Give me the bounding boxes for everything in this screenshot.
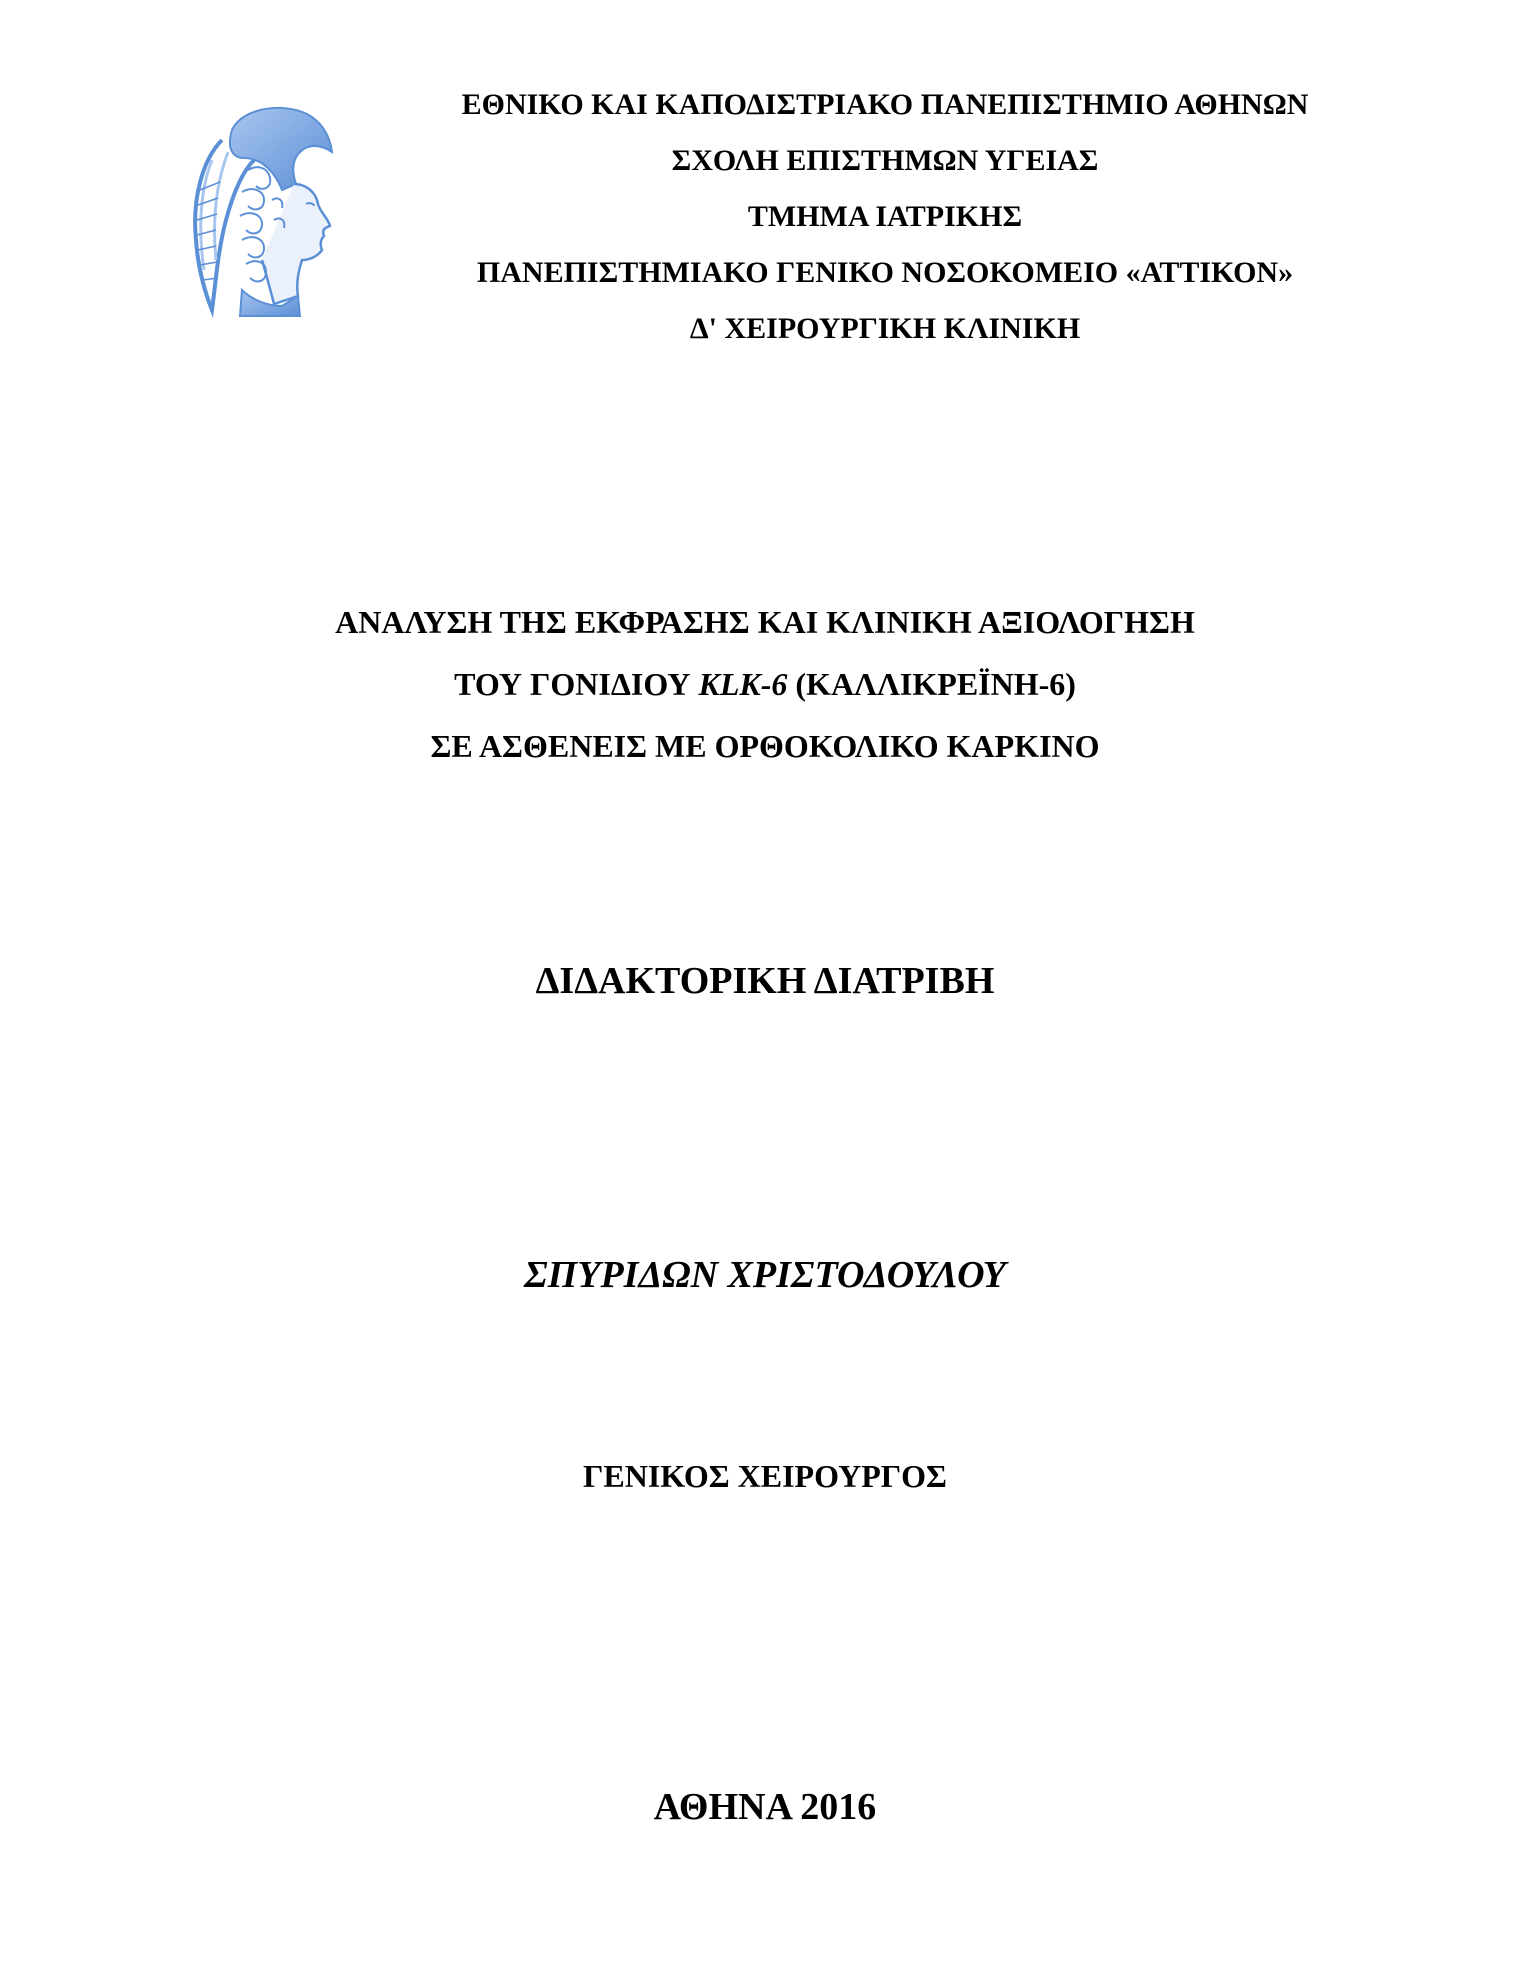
department-name: ΤΜΗΜΑ ΙΑΤΡΙΚΗΣ	[747, 200, 1023, 233]
gene-name: KLK-6	[698, 666, 788, 702]
thesis-title-line-2-prefix: ΤΟΥ ΓΟΝΙΔΙΟΥ	[454, 666, 699, 702]
clinic-name: Δ' ΧΕΙΡΟΥΡΓΙΚΗ ΚΛΙΝΙΚΗ	[689, 312, 1081, 345]
thesis-title-line-2-suffix: (ΚΑΛΛΙΚΡΕΪΝΗ-6)	[787, 666, 1076, 702]
author-name: ΣΠΥΡΙΔΩΝ ΧΡΙΣΤΟΔΟΥΛΟΥ	[524, 1254, 1006, 1296]
thesis-title-line-3: ΣΕ ΑΣΘΕΝΕΙΣ ΜΕ ΟΡΘΟΚΟΛΙΚΟ ΚΑΡΚΙΝΟ	[430, 728, 1100, 764]
institution-name: ΕΘΝΙΚΟ ΚΑΙ ΚΑΠΟΔΙΣΤΡΙΑΚΟ ΠΑΝΕΠΙΣΤΗΜΙΟ ΑΘΗΝΩΝ	[461, 88, 1309, 121]
document-type: ΔΙΔΑΚΤΟΡΙΚΗ ΔΙΑΤΡΙΒΗ	[535, 960, 995, 1002]
thesis-title-line-1: ΑΝΑΛΥΣΗ ΤΗΣ ΕΚΦΡΑΣΗΣ ΚΑΙ ΚΛΙΝΙΚΗ ΑΞΙΟΛΟΓΗΣΗ	[335, 604, 1195, 640]
hospital-name: ΠΑΝΕΠΙΣΤΗΜΙΑΚΟ ΓΕΝΙΚΟ ΝΟΣΟΚΟΜΕΙΟ «ΑΤΤΙΚΟΝ»	[476, 256, 1294, 289]
thesis-title-line-2	[0, 668, 1530, 700]
author-title: ΓΕΝΙΚΟΣ ΧΕΙΡΟΥΡΓΟΣ	[583, 1458, 947, 1494]
place-date: ΑΘΗΝΑ 2016	[653, 1786, 877, 1828]
school-name: ΣΧΟΛΗ ΕΠΙΣΤΗΜΩΝ ΥΓΕΙΑΣ	[671, 144, 1099, 177]
